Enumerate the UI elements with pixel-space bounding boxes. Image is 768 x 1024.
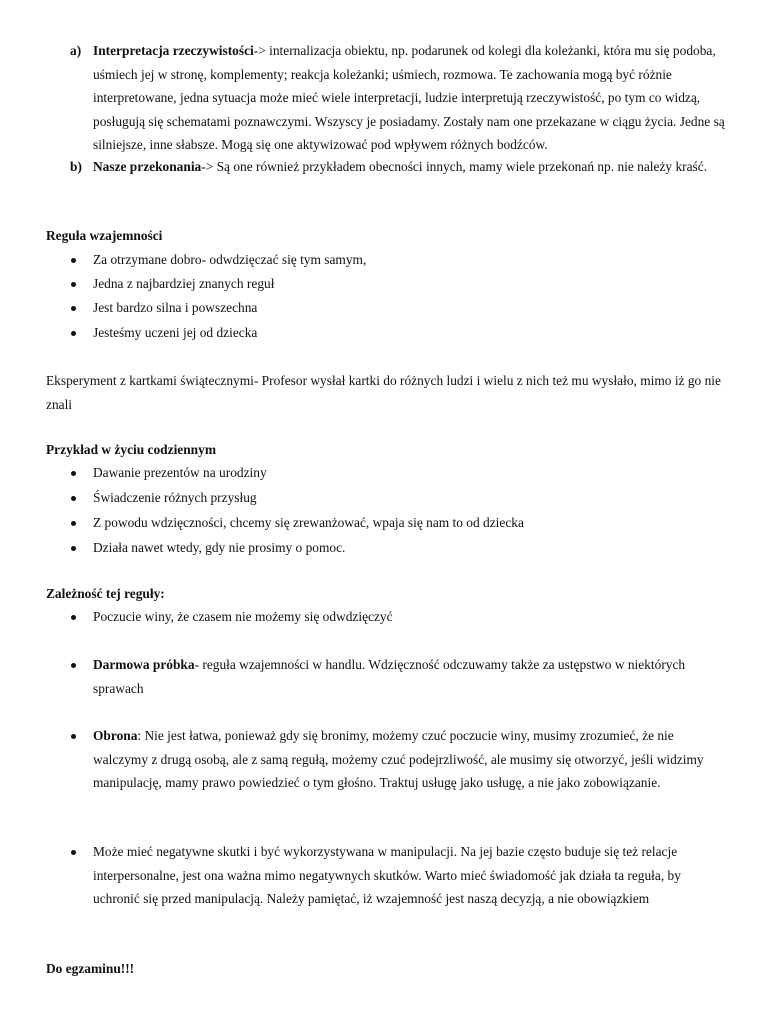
bullet-icon	[71, 331, 76, 336]
bullet-icon	[71, 521, 76, 526]
bullet-icon	[71, 282, 76, 287]
list-item	[93, 724, 725, 795]
list-item	[93, 653, 725, 700]
list-item	[93, 272, 725, 296]
list-marker: a)	[70, 43, 82, 58]
list-item	[93, 605, 725, 629]
list-item	[93, 248, 725, 272]
bullet-text: Dawanie prezentów na urodziny	[93, 465, 267, 480]
bullet-text: Jest bardzo silna i powszechna	[93, 300, 258, 315]
list-item-term: Interpretacja rzeczywistości	[93, 43, 254, 58]
bullet-icon	[71, 734, 76, 739]
bullet-icon	[71, 471, 76, 476]
list-item	[93, 296, 725, 320]
bullet-text: : Nie jest łatwa, ponieważ gdy się bronimy, możemy czuć poczucie winy, musimy zrozumieć, że nie walczymy z drugą osobą, ale z samą regułą, możemy czuć podejrzliwość, ale musimy się otworzyć, jeśli widzimy manipulację, mamy prawo powiedzieć o tym głośno. Traktuj usługę jako usługę, a nie jako zobowiązanie.	[93, 728, 704, 790]
list-item	[93, 461, 725, 485]
list-item	[93, 536, 725, 560]
bullet-icon	[71, 615, 76, 620]
list-item	[93, 486, 725, 510]
bullet-text: Świadczenie różnych przysług	[93, 490, 257, 505]
bullet-text: Za otrzymane dobro- odwdzięczać się tym samym,	[93, 252, 367, 267]
bullet-text: Poczucie winy, że czasem nie możemy się odwdzięczyć	[93, 609, 393, 624]
bullet-text: Jedna z najbardziej znanych reguł	[93, 276, 275, 291]
final-heading: Do egzaminu!!!	[46, 961, 135, 976]
list-item-term: Nasze przekonania	[93, 159, 202, 174]
list-item	[93, 511, 725, 535]
list-item	[93, 321, 725, 345]
section-heading: Reguła wzajemności	[46, 228, 163, 243]
section-heading: Przykład w życiu codziennym	[46, 442, 216, 457]
bullet-text: Z powodu wdzięczności, chcemy się zrewanżować, wpaja się nam to od dziecka	[93, 515, 524, 530]
bullet-icon	[71, 258, 76, 263]
bullet-icon	[71, 850, 76, 855]
bullet-icon	[71, 496, 76, 501]
paragraph: Eksperyment z kartkami świątecznymi- Profesor wysłał kartki do różnych ludzi i wielu z nich też mu wysłało, mimo iż go nie znali	[46, 373, 721, 412]
bullet-icon	[71, 306, 76, 311]
bullet-icon	[71, 546, 76, 551]
bullet-text: Może mieć negatywne skutki i być wykorzystywana w manipulacji. Na jej bazie często buduje się też relacje interpersonalne, jest ona ważna mimo negatywnych skutków. Warto mieć świadomość jak działa ta reguła, by uchronić się przed manipulacją. Należy pamiętać, iż wzajemność jest naszą decyzją, a nie obowiązkiem	[93, 844, 681, 906]
bullet-term: Obrona	[93, 728, 138, 743]
bullet-icon	[71, 663, 76, 668]
bullet-term: Darmowa próbka	[93, 657, 195, 672]
list-marker: b)	[70, 159, 82, 174]
list-item	[93, 840, 725, 911]
bullet-text: Jesteśmy uczeni jej od dziecka	[93, 325, 258, 340]
list-item-text: -> Są one również przykładem obecności innych, mamy wiele przekonań np. nie należy kraść.	[201, 159, 708, 174]
list-item-a	[70, 39, 725, 157]
list-item-text: -> internalizacja obiektu, np. podarunek od kolegi dla koleżanki, która mu się podoba, uśmiech jej w stronę, komplementy; reakcja koleżanki; uśmiech, rozmowa. Te zachowania mogą być różnie interpretowane, jedna sytuacja może mieć wiele interpretacji, ludzie interpretują rzeczywistość, po tym co widzą, posługują się schematami poznawczymi. Wszyscy je posiadamy. Zostały nam one przekazane w ciągu życia. Jedne są silniejsze, inne słabsze. Mogą się one aktywizować pod wpływem różnych bodźców.	[93, 43, 725, 152]
bullet-text: - reguła wzajemności w handlu. Wdzięczność odczuwamy także za ustępstwo w niektórych sprawach	[93, 657, 686, 696]
list-item-b	[70, 155, 725, 179]
section-heading: Zależność tej reguły:	[46, 586, 165, 601]
bullet-text: Działa nawet wtedy, gdy nie prosimy o pomoc.	[93, 540, 346, 555]
